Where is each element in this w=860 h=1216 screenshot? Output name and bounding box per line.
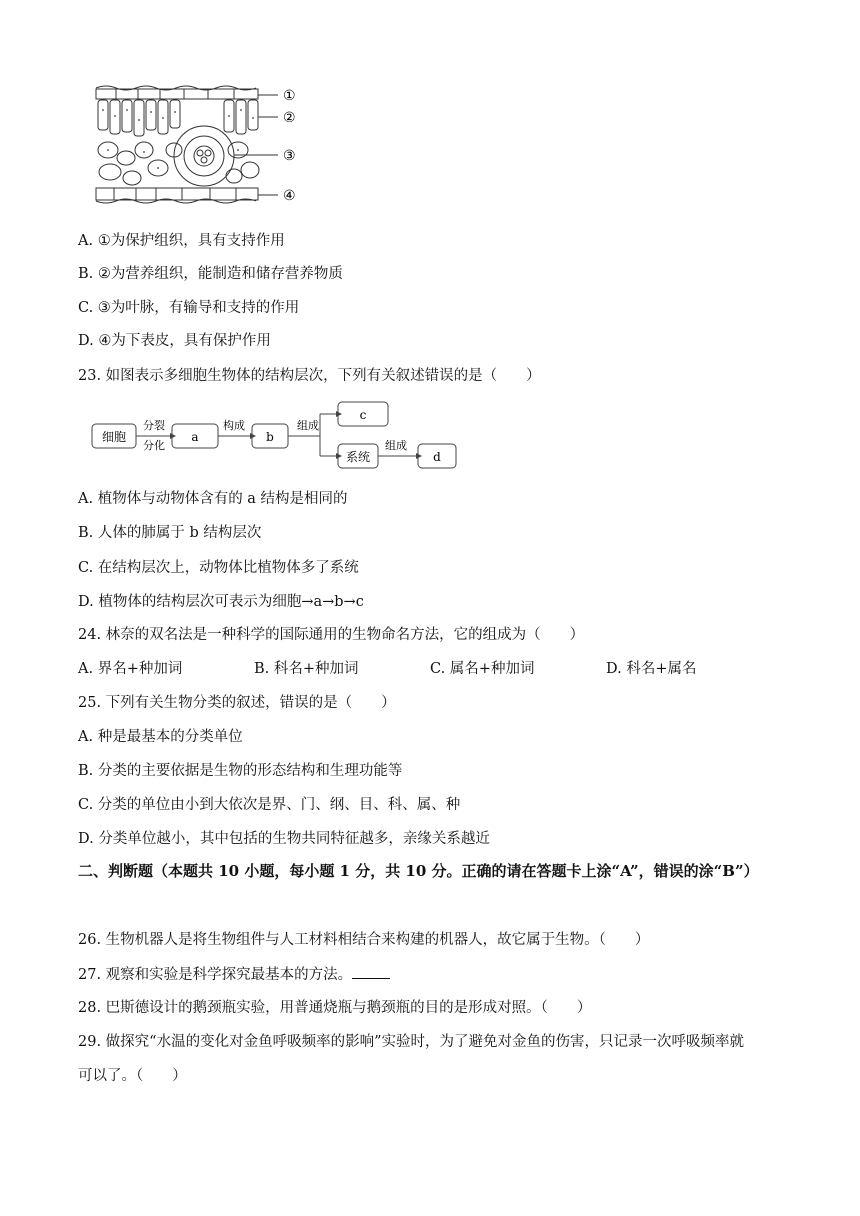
leaf-cross-section-figure [88,80,310,212]
c-box-label: c [359,408,367,422]
d-box-label: d [433,450,441,464]
label-3: ③ [283,148,296,164]
q29-line-2: 可以了。（ ） [78,1068,187,1084]
q23-option-a: A. 植物体与动物体含有的 a 结构是相同的 [78,491,348,507]
q24-stem: 24. 林奈的双名法是一种科学的国际通用的生物命名方法，它的组成为（ ） [78,627,585,643]
label-2: ② [283,110,296,126]
q25-option-a: A. 种是最基本的分类单位 [78,729,243,745]
q23-stem: 23. 如图表示多细胞生物体的结构层次，下列有关叙述错误的是（ ） [78,368,541,384]
differentiation-label: 分化 [143,439,165,452]
label-4: ④ [283,188,296,204]
q24-option-d: D. 科名+属名 [606,661,697,677]
q22-option-d: D. ④为下表皮，具有保护作用 [78,333,271,349]
q23-option-c: C. 在结构层次上，动物体比植物体多了系统 [78,560,359,576]
q25-option-c: C. 分类的单位由小到大依次是界、门、纲、目、科、属、种 [78,797,461,813]
structure-hierarchy-diagram [88,398,468,474]
q22-option-b: B. ②为营养组织，能制造和储存营养物质 [78,266,343,282]
q22-option-c: C. ③为叶脉，有输导和支持的作用 [78,300,300,316]
q25-option-d: D. 分类单位越小，其中包括的生物共同特征越多，亲缘关系越近 [78,831,490,847]
q26: 26. 生物机器人是将生物组件与人工材料相结合来构建的机器人，故它属于生物。（ ） [78,932,650,948]
q24-option-b: B. 科名+种加词 [254,661,359,677]
a-box-label: a [191,430,199,444]
q25-option-b: B. 分类的主要依据是生物的形态结构和生理功能等 [78,763,403,779]
q28: 28. 巴斯德设计的鹅颈瓶实验，用普通烧瓶与鹅颈瓶的目的是形成对照。（ ） [78,1000,592,1016]
q24-option-c: C. 属名+种加词 [430,661,535,677]
section-2-heading: 二、判断题（本题共 10 小题，每小题 1 分，共 10 分。正确的请在答题卡上涂“A”，错误的涂“B”） [78,862,759,880]
q25-stem: 25. 下列有关生物分类的叙述，错误的是（ ） [78,695,396,711]
q27-answer-blank[interactable] [352,964,390,979]
q27 [78,964,390,985]
compose-label-1: 组成 [297,419,319,432]
division-label: 分裂 [143,419,165,432]
b-box-label: b [266,430,274,444]
q22-option-a: A. ①为保护组织，具有支持作用 [78,233,285,249]
form-label: 构成 [223,419,245,432]
q29-line-1: 29. 做探究“水温的变化对金鱼呼吸频率的影响”实验时，为了避免对金鱼的伤害，只记录一次呼吸频率就 [78,1034,744,1050]
compose-label-2: 组成 [385,439,407,452]
label-1: ① [283,88,296,104]
q23-option-d: D. 植物体的结构层次可表示为细胞→a→b→c [78,594,364,610]
q23-option-b: B. 人体的肺属于 b 结构层次 [78,525,262,541]
q24-option-a: A. 界名+种加词 [78,661,183,677]
q27-text: 27. 观察和实验是科学探究最基本的方法。 [78,967,353,983]
system-box-label: 系统 [345,450,371,464]
cell-box-label: 细胞 [101,430,127,444]
